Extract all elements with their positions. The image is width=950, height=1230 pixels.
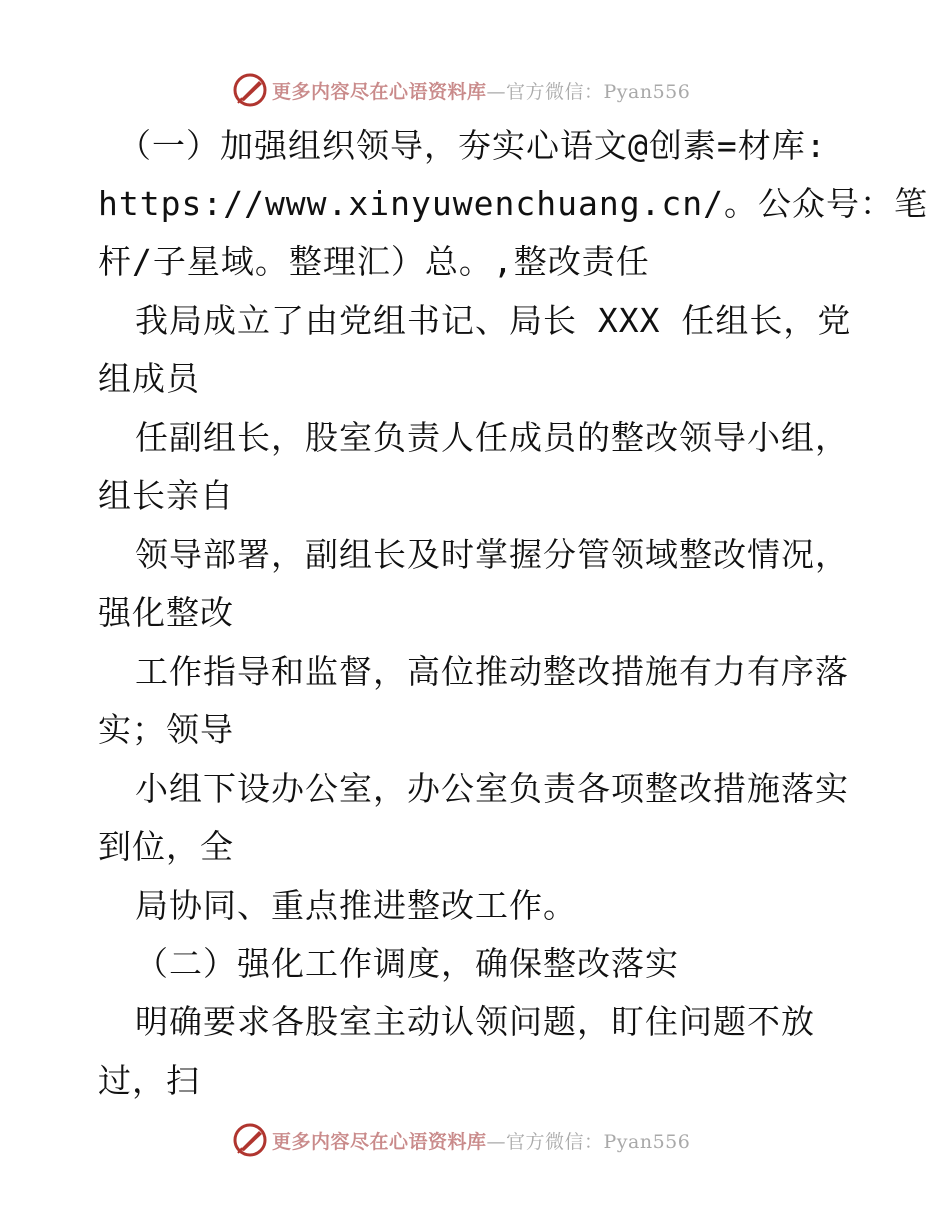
body-line: 实；领导 bbox=[98, 710, 234, 749]
quill-logo-icon bbox=[232, 1122, 268, 1158]
body-line: 我局成立了由党组书记、局长 XXX 任组长，党 bbox=[135, 301, 852, 340]
body-line: 杆/子星域。整理汇）总。,整改责任 bbox=[98, 242, 650, 281]
body-line: 组长亲自 bbox=[98, 476, 234, 515]
body-line: 组成员 bbox=[98, 359, 200, 398]
body-line: 任副组长，股室负责人任成员的整改领导小组， bbox=[135, 418, 849, 457]
body-line: 工作指导和监督，高位推动整改措施有力有序落 bbox=[135, 652, 849, 691]
body-line: https://www.xinyuwenchuang.cn/。公众号：笔 bbox=[98, 184, 929, 223]
body-line: 明确要求各股室主动认领问题，盯住问题不放 bbox=[135, 1002, 815, 1041]
header-banner-text: 更多内容尽在心语资料库—官方微信：Pyan556 bbox=[272, 80, 691, 103]
body-line: 领导部署，副组长及时掌握分管领域整改情况， bbox=[135, 535, 849, 574]
section-heading: （二）强化工作调度，确保整改落实 bbox=[135, 944, 679, 983]
header-banner bbox=[232, 70, 690, 110]
body-line: （一）加强组织领导，夯实心语文@创素=材库: bbox=[118, 126, 827, 165]
body-line: 小组下设办公室，办公室负责各项整改措施落实 bbox=[135, 769, 849, 808]
body-line: 过，扫 bbox=[98, 1061, 200, 1100]
body-line: 局协同、重点推进整改工作。 bbox=[135, 886, 577, 925]
body-line: 到位，全 bbox=[98, 827, 234, 866]
footer-banner bbox=[232, 1120, 690, 1160]
body-line: 强化整改 bbox=[98, 593, 234, 632]
footer-banner-text: 更多内容尽在心语资料库—官方微信：Pyan556 bbox=[272, 1130, 691, 1153]
quill-logo-icon bbox=[232, 72, 268, 108]
